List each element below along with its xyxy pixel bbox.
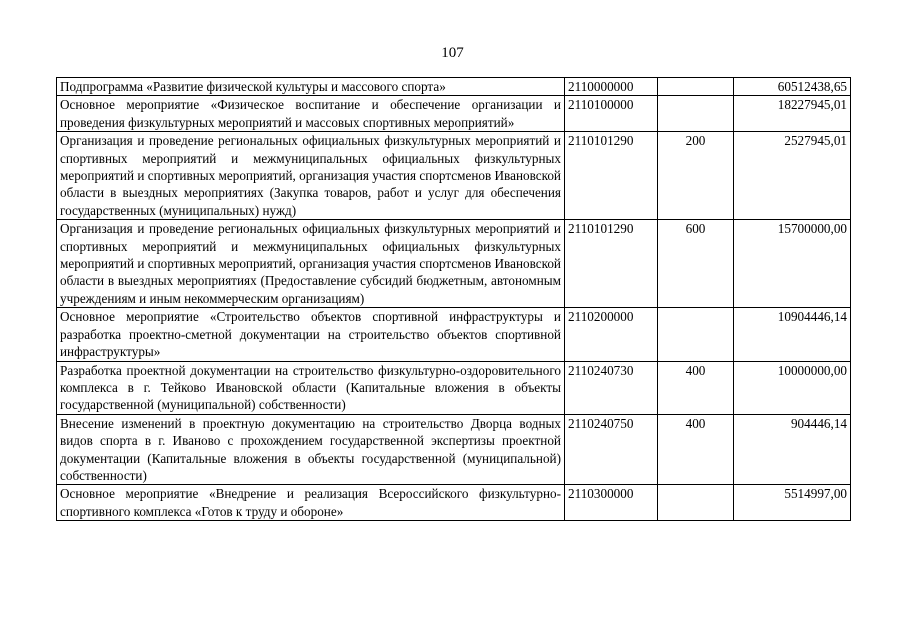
row-expense-type-cell [658,78,734,96]
row-expense-type-cell [658,485,734,521]
row-name-cell: Организация и проведение региональных официальных физкультурных мероприятий и спортивных мероприятий и межмуниципальных официальных физкультурных мероприятий и спортивных мероприятий, организация участия спортсменов Ивановской области в выездных мероприятиях (Предоставление субсидий бюджетным, автономным учреждениям и иным некоммерческим организациям) [57,220,565,308]
row-name-cell: Основное мероприятие «Внедрение и реализация Всероссийского физкультурно-спортивного комплекса «Готов к труду и обороне» [57,485,565,521]
row-code-cell: 2110000000 [565,78,658,96]
row-expense-type-cell [658,308,734,361]
row-sum-cell: 15700000,00 [734,220,851,308]
table-row [57,308,851,361]
row-name-cell: Внесение изменений в проектную документацию на строительство Дворца водных видов спорта в г. Иваново с прохождением государственной экспертизы проектной документации (Капитальные вложения в объекты государственной (муниципальной) собственности) [57,414,565,485]
row-sum-cell: 10904446,14 [734,308,851,361]
row-expense-type-cell: 400 [658,414,734,485]
row-code-cell: 2110240730 [565,361,658,414]
row-code-cell: 2110300000 [565,485,658,521]
table-row [57,414,851,485]
table-row [57,78,851,96]
row-name-cell: Подпрограмма «Развитие физической культуры и массового спорта» [57,78,565,96]
row-code-cell: 2110101290 [565,132,658,220]
row-code-cell: 2110240750 [565,414,658,485]
budget-table [56,77,851,521]
row-sum-cell: 10000000,00 [734,361,851,414]
row-sum-cell: 18227945,01 [734,96,851,132]
row-sum-cell: 2527945,01 [734,132,851,220]
row-sum-cell: 5514997,00 [734,485,851,521]
row-expense-type-cell: 200 [658,132,734,220]
row-sum-cell: 904446,14 [734,414,851,485]
row-code-cell: 2110200000 [565,308,658,361]
table-row [57,361,851,414]
row-expense-type-cell: 400 [658,361,734,414]
page-number: 107 [441,45,464,61]
row-expense-type-cell [658,96,734,132]
row-name-cell: Основное мероприятие «Физическое воспитание и обеспечение организации и проведения физкультурных мероприятий и массовых спортивных мероприятий» [57,96,565,132]
row-name-cell: Организация и проведение региональных официальных физкультурных мероприятий и спортивных мероприятий и межмуниципальных официальных физкультурных мероприятий и спортивных мероприятий, организация участия спортсменов Ивановской области в выездных мероприятиях (Закупка товаров, работ и услуг для обеспечения государственных (муниципальных) нужд) [57,132,565,220]
row-expense-type-cell: 600 [658,220,734,308]
row-name-cell: Основное мероприятие «Строительство объектов спортивной инфраструктуры и разработка проектно-сметной документации на строительство объектов спортивной инфраструктуры» [57,308,565,361]
table-row [57,132,851,220]
row-name-cell: Разработка проектной документации на строительство физкультурно-оздоровительного комплекса в г. Тейково Ивановской области (Капитальные вложения в объекты государственной (муниципальной) собственности) [57,361,565,414]
row-code-cell: 2110100000 [565,96,658,132]
row-sum-cell: 60512438,65 [734,78,851,96]
table-row [57,220,851,308]
row-code-cell: 2110101290 [565,220,658,308]
table-row [57,96,851,132]
table-row [57,485,851,521]
